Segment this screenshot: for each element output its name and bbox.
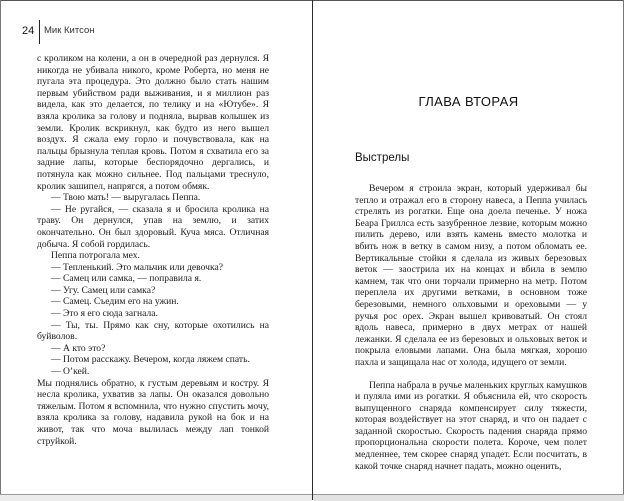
running-head-rule xyxy=(39,20,40,44)
paragraph: — О’кей. xyxy=(51,366,90,378)
paragraph: — Самец. Съедим его на ужин. xyxy=(51,296,179,308)
paragraph: — Самец или самка, — поправила я. xyxy=(51,273,202,285)
right-page xyxy=(313,0,624,500)
left-page xyxy=(0,0,312,500)
paragraph: — Это я его сюда загнала. xyxy=(51,308,158,320)
paragraph: Пеппа набрала в ручье маленьких круглых камушков и пуляла ими из рогатки. Я объяснила ей, что скорость выпущенного снаряда компенсирует силу тяжести, которая воздействует на этот снаряд, и что он падает с заданной скоростью. Скорость падения снаряда прямо пропорциональна скорости полета. Короче, чем полет медленнее, тем скорее снаряд упадет. Если посчитать, в какой точке снаряд начнет падать, можно оценить, xyxy=(355,379,587,472)
paragraph: — Ты, ты. Прямо как сну, которые охотились на буйволов. xyxy=(37,319,269,343)
paragraph: — А кто это? xyxy=(51,342,106,354)
right-page-text xyxy=(355,183,587,472)
chapter-title: ГЛАВА ВТОРАЯ xyxy=(418,94,519,109)
paragraph: — Угу. Самец или самка? xyxy=(51,284,156,296)
paragraph: с кроликом на колени, а он в очередной раз дернулся. Я никогда не убивала никого, кроме Роберта, но меня не пугала эта процедура. Это должно было стать нашим первым убийством ради выживания, и я миллион раз видела, как это делается, по телику и на «Ютубе». Я взяла кролика за голову и подняла, вырвав колышек из земли. Кролик вскрикнул, как будто из него вышел воздух. Я сжала ему горло и почувствовала, как на пальцы брызнула теплая кровь. Потом я схватила его за задние лапы, которые беспорядочно дергались, и потянула как можно сильнее. Под пальцами треснуло, кролик зашипел, напрягся, а потом обмяк. xyxy=(37,53,269,192)
paragraph: — Твою мать! — выругалась Пеппа. xyxy=(51,192,201,204)
left-page-text xyxy=(37,53,269,447)
paragraph: — Тепленький. Это мальчик или девочка? xyxy=(51,261,224,273)
page-number: 24 xyxy=(22,25,35,37)
section-title: Выстрелы xyxy=(355,152,410,164)
running-title-author: Мик Китсон xyxy=(44,25,95,36)
paragraph: — Не ругайся, — сказала я и бросила кролика на траву. Он дернулся, упав на землю, и затих окончательно. Он был здоровый. Куча мяса. Отличная добыча. Я собой гордилась. xyxy=(37,203,269,250)
paragraph: — Потом расскажу. Вечером, когда ляжем спать. xyxy=(51,354,250,366)
paragraph: Мы поднялись обратно, к густым деревьям и костру. Я несла кролика, ухватив за лапы. Он оказался довольно тяжелым. Потом я вспомнила, что нужно спустить мочу, взяла кролика за голову, надавила рукой на бок и на живот, так что моча вылилась между лап тонкой струйкой. xyxy=(37,377,269,447)
paragraph: Пеппа потрогала мех. xyxy=(51,250,140,262)
paragraph: Вечером я строила экран, который удерживал бы тепло и отражал его в сторону навеса, а Пеппа училась стрелять из рогатки. Еще она доела печенье. У ножа Беара Гриллса есть зазубренное лезвие, которым можно пилить дерево, или взять камень вместо молотка и вбить нож в ветку в самом низу, а потом обломать ее. Вертикальные стойки я сделала из живых березовых веток — заострила их на концах и вбила в землю камнем, так что они торчали примерно на метр. Потом переплела их другими ветками, в основном тоже березовыми, немного ольховыми и ореховыми — у ручья рос орех. Экран вышел кривоватый. Он стоял вдоль навеса, примерно в двух метрах от нашей лежанки. Я сделала ее из березовых и ольховых веток и покрыла еловыми лапами. Она была мягкая, хорошо пахла и защищала нас от холода, идущего от земли. xyxy=(355,183,587,368)
